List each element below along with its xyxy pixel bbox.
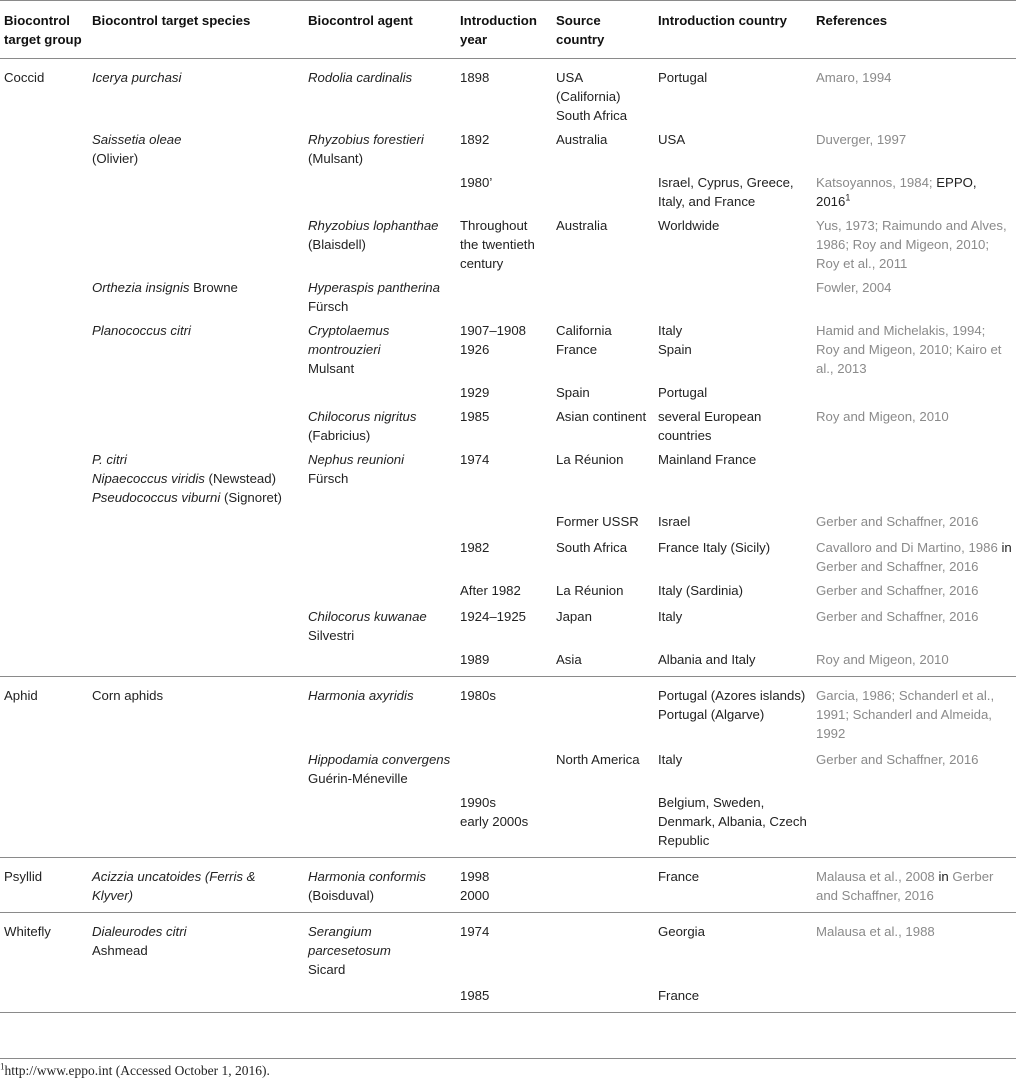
source-cell: Japan xyxy=(556,609,592,624)
species-name: Saissetia oleae xyxy=(92,132,182,147)
source-cell xyxy=(552,59,654,126)
reference-link[interactable]: Gerber and Schaffner, 2016 xyxy=(816,514,979,529)
source-cell: Asian continent xyxy=(556,409,647,424)
table-row xyxy=(0,445,1016,507)
country-cell: Albania and Italy xyxy=(654,645,812,677)
header-refs: References xyxy=(812,1,1016,59)
reference-link[interactable]: Yus, 1973; Raimundo and Alves, 1986; Roy and Migeon, 2010; Roy et al., 2011 xyxy=(816,218,1007,271)
species-cell xyxy=(88,273,304,316)
year-cell: After 1982 xyxy=(460,583,521,598)
source-line: USA (California) xyxy=(556,70,621,104)
table-row xyxy=(0,59,1016,126)
year-cell xyxy=(456,316,552,378)
year-line: early 2000s xyxy=(460,814,529,829)
agent-author: Fürsch xyxy=(308,299,349,314)
table-row xyxy=(0,913,1016,980)
year-line: 1998 xyxy=(460,869,490,884)
reference-link[interactable]: Gerber and Schaffner, 2016 xyxy=(816,752,979,767)
species-name: Nipaecoccus viridis xyxy=(92,471,205,486)
reference-cell xyxy=(812,168,1016,211)
table-row xyxy=(0,743,1016,788)
group-cell: Coccid xyxy=(4,70,45,85)
year-cell xyxy=(456,858,552,913)
species-cell: Acizzia uncatoides (Ferris & Klyver) xyxy=(88,858,304,913)
agent-name: Chilocorus kuwanae xyxy=(308,609,427,624)
reference-link[interactable]: Hamid and Michelakis, 1994; Roy and Migeon, 2010; Kairo et al., 2013 xyxy=(816,323,1002,376)
country-cell: Italy (Sardinia) xyxy=(658,583,744,598)
species-name: Pseudococcus viburni xyxy=(92,490,221,505)
species-name: P. citri xyxy=(92,452,127,467)
table-row xyxy=(0,600,1016,645)
table-row xyxy=(0,858,1016,913)
table-row xyxy=(0,576,1016,600)
year-line: 1926 xyxy=(460,342,490,357)
agent-name: Hippodamia convergens xyxy=(308,752,451,767)
agent-author: Sicard xyxy=(308,962,346,977)
year-cell: 1898 xyxy=(460,70,490,85)
country-cell: Georgia xyxy=(658,924,705,939)
year-cell: 1985 xyxy=(456,979,552,1013)
species-cell xyxy=(88,913,304,980)
reference-link[interactable]: Amaro, 1994 xyxy=(816,70,892,85)
reference-link[interactable]: Roy and Migeon, 2010 xyxy=(812,645,1016,677)
footnote-url[interactable]: http://www.eppo.int xyxy=(4,1063,113,1078)
reference-link[interactable]: Cavalloro and Di Martino, 1986 xyxy=(816,540,998,555)
species-cell xyxy=(88,445,304,507)
table-row xyxy=(0,402,1016,445)
year-cell: 1982 xyxy=(460,540,490,555)
year-cell: 1980s xyxy=(460,688,496,703)
country-cell xyxy=(654,677,812,744)
reference-link[interactable]: Gerber and Schaffner, 2016 xyxy=(816,559,979,574)
agent-name: Chilocorus nigritus xyxy=(308,409,417,424)
agent-cell xyxy=(304,125,456,168)
species-author: Browne xyxy=(193,280,238,295)
species-name: Orthezia insignis xyxy=(92,280,190,295)
footnote-marker: 1 xyxy=(845,192,851,203)
country-cell: France xyxy=(654,858,812,913)
table-footnote xyxy=(0,1058,1016,1080)
source-cell: Spain xyxy=(556,385,590,400)
reference-link[interactable]: Roy and Migeon, 2010 xyxy=(816,409,949,424)
year-cell: 1989 xyxy=(456,645,552,677)
footnote-text: (Accessed October 1, 2016). xyxy=(112,1063,270,1078)
source-cell: Asia xyxy=(552,645,654,677)
agent-cell xyxy=(304,743,456,788)
agent-cell xyxy=(304,402,456,445)
country-cell: Mainland France xyxy=(658,452,757,467)
header-row xyxy=(0,1,1016,59)
year-cell xyxy=(456,788,552,858)
species-author: (Newstead) xyxy=(208,471,276,486)
year-cell: 1974 xyxy=(460,452,490,467)
header-source: Source country xyxy=(552,1,654,59)
year-cell: 1980’ xyxy=(460,175,493,190)
table-row xyxy=(0,531,1016,576)
agent-author: (Blaisdell) xyxy=(308,237,366,252)
reference-text: EPPO, 2016 xyxy=(816,175,977,209)
source-line: California xyxy=(556,323,612,338)
table-row xyxy=(0,125,1016,168)
year-cell: 1924–1925 xyxy=(460,609,527,624)
species-cell: Icerya purchasi xyxy=(92,70,182,85)
agent-name: Hyperaspis pantherina xyxy=(308,280,440,295)
table-row xyxy=(0,273,1016,316)
header-year: Introduction year xyxy=(456,1,552,59)
reference-link[interactable]: Malausa et al., 2008 xyxy=(816,869,935,884)
agent-name: Cryptolaemus montrouzieri xyxy=(308,323,390,357)
group-cell: Whitefly xyxy=(4,924,51,939)
agent-name: Nephus reunioni xyxy=(308,452,405,467)
source-cell: La Réunion xyxy=(556,583,624,598)
year-line: 1907–1908 xyxy=(460,323,527,338)
country-cell: Israel xyxy=(658,514,691,529)
header-species: Biocontrol target species xyxy=(88,1,304,59)
agent-author: (Mulsant) xyxy=(308,151,363,166)
species-cell: Corn aphids xyxy=(92,688,164,703)
agent-cell xyxy=(304,913,456,980)
agent-cell xyxy=(304,858,456,913)
table-row xyxy=(0,788,1016,858)
year-cell: 1892 xyxy=(460,132,490,147)
reference-link[interactable]: Gerber and Schaffner, 2016 xyxy=(816,583,979,598)
species-author: Ashmead xyxy=(92,943,148,958)
reference-link[interactable]: Katsoyannos, 1984; xyxy=(816,175,933,190)
year-line: 1990s xyxy=(460,795,496,810)
country-cell: Worldwide xyxy=(658,218,720,233)
agent-author: Fürsch xyxy=(308,471,349,486)
country-cell: France Italy (Sicily) xyxy=(658,540,771,555)
source-cell: La Réunion xyxy=(556,452,624,467)
country-line: Spain xyxy=(658,342,692,357)
group-cell: Psyllid xyxy=(0,858,88,913)
agent-author: (Fabricius) xyxy=(308,428,371,443)
species-author: (Signoret) xyxy=(223,490,282,505)
source-line: France xyxy=(556,342,598,357)
agent-author: Guérin-Méneville xyxy=(308,771,408,786)
reference-link[interactable]: Garcia, 1986; Schanderl et al., 1991; Schanderl and Almeida, 1992 xyxy=(816,688,995,741)
header-country: Introduction country xyxy=(654,1,812,59)
source-cell: Australia xyxy=(556,218,608,233)
year-cell: 1974 xyxy=(460,924,490,939)
year-cell: Throughout the twentieth century xyxy=(460,218,535,271)
reference-link[interactable]: Fowler, 2004 xyxy=(816,280,892,295)
source-cell xyxy=(552,316,654,378)
species-name: Dialeurodes citri xyxy=(92,924,187,939)
header-group: Biocontrol target group xyxy=(0,1,88,59)
country-line: Portugal (Azores islands) xyxy=(658,688,806,703)
table-row xyxy=(0,507,1016,531)
year-line: 2000 xyxy=(460,888,490,903)
table-row xyxy=(0,168,1016,211)
table-row xyxy=(0,378,1016,402)
table-row xyxy=(0,211,1016,273)
source-line: South Africa xyxy=(556,108,628,123)
country-cell: Italy xyxy=(658,609,683,624)
agent-author: Silvestri xyxy=(308,628,355,643)
agent-cell: Rodolia cardinalis xyxy=(308,70,413,85)
country-cell: USA xyxy=(658,132,686,147)
year-cell: 1929 xyxy=(460,385,490,400)
agent-name: Rhyzobius forestieri xyxy=(308,132,424,147)
reference-link[interactable]: Gerber and Schaffner, 2016 xyxy=(816,609,979,624)
country-cell: Belgium, Sweden, Denmark, Albania, Czech Republic xyxy=(654,788,812,858)
country-cell: France xyxy=(654,979,812,1013)
country-cell: Portugal xyxy=(658,70,708,85)
reference-link[interactable]: Duverger, 1997 xyxy=(816,132,907,147)
footnote-marker: 1 xyxy=(0,1061,5,1072)
agent-cell xyxy=(304,211,456,273)
country-line: Italy xyxy=(658,323,683,338)
source-cell: South Africa xyxy=(556,540,628,555)
agent-author: (Boisduval) xyxy=(308,888,374,903)
country-cell: several European countries xyxy=(658,409,762,443)
agent-name: Harmonia conformis xyxy=(308,869,426,884)
reference-link[interactable]: Gerber and Schaffner, 2016 xyxy=(816,869,994,903)
agent-cell xyxy=(304,600,456,645)
reference-text: in xyxy=(938,869,949,884)
table-row xyxy=(0,316,1016,378)
group-cell: Aphid xyxy=(4,688,38,703)
agent-cell xyxy=(304,273,456,316)
reference-cell xyxy=(812,531,1016,576)
table-row xyxy=(0,677,1016,744)
agent-name: Rhyzobius lophanthae xyxy=(308,218,439,233)
country-cell: Israel, Cyprus, Greece, Italy, and France xyxy=(658,175,794,209)
country-line: Portugal (Algarve) xyxy=(658,707,765,722)
table-row xyxy=(0,645,1016,677)
species-cell: Planococcus citri xyxy=(92,323,191,338)
agent-cell xyxy=(304,316,456,378)
reference-cell xyxy=(812,858,1016,913)
source-cell: Australia xyxy=(556,132,608,147)
species-cell xyxy=(88,125,304,168)
table-row xyxy=(0,979,1016,1013)
agent-author: Mulsant xyxy=(308,361,355,376)
agent-cell: Harmonia axyridis xyxy=(308,688,414,703)
source-cell: North America xyxy=(556,752,640,767)
reference-link[interactable]: Malausa et al., 1988 xyxy=(816,924,935,939)
year-cell: 1985 xyxy=(460,409,490,424)
agent-name: Serangium parcesetosum xyxy=(308,924,391,958)
country-cell xyxy=(654,316,812,378)
source-cell: Former USSR xyxy=(556,514,639,529)
header-agent: Biocontrol agent xyxy=(304,1,456,59)
species-author: (Olivier) xyxy=(92,151,139,166)
agent-cell xyxy=(304,445,456,507)
country-cell: Portugal xyxy=(658,385,708,400)
reference-text: in xyxy=(1001,540,1012,555)
country-cell: Italy xyxy=(658,752,683,767)
